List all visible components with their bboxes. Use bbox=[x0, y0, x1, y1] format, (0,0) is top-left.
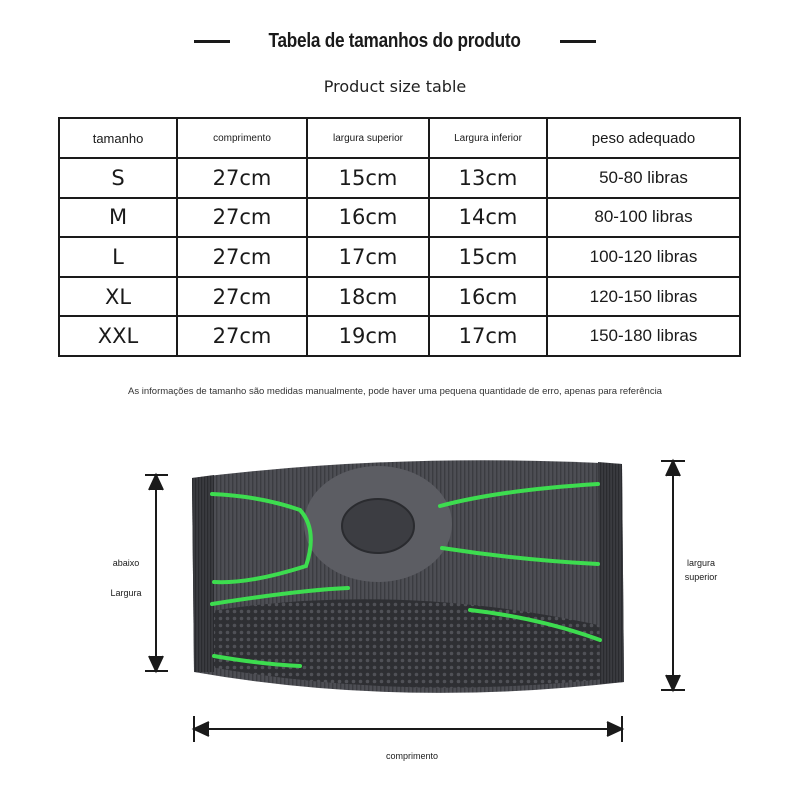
right-label bbox=[676, 556, 726, 584]
column-header: tamanho bbox=[59, 118, 177, 158]
measurement-diagram bbox=[0, 440, 790, 780]
upper-width-cell: 15cm bbox=[307, 158, 429, 198]
weight-cell: 50-80 libras bbox=[547, 158, 740, 198]
weight-cell: 80-100 libras bbox=[547, 198, 740, 238]
column-header: peso adequado bbox=[547, 118, 740, 158]
size-cell: M bbox=[59, 198, 177, 238]
column-header: largura superior bbox=[307, 118, 429, 158]
table-row bbox=[59, 237, 740, 277]
left-label-line1: abaixo bbox=[112, 558, 140, 568]
table-row bbox=[59, 316, 740, 356]
length-cell: 27cm bbox=[177, 198, 307, 238]
size-cell: XXL bbox=[59, 316, 177, 356]
lower-width-cell: 17cm bbox=[429, 316, 547, 356]
title-dash-right bbox=[560, 40, 596, 43]
length-cell: 27cm bbox=[177, 237, 307, 277]
table-header-row bbox=[59, 118, 740, 158]
upper-width-cell: 16cm bbox=[307, 198, 429, 238]
patella-opening bbox=[342, 499, 414, 553]
page-subtitle: Product size table bbox=[323, 77, 467, 96]
lower-width-cell: 14cm bbox=[429, 198, 547, 238]
length-cell: 27cm bbox=[177, 316, 307, 356]
length-arrow bbox=[194, 716, 622, 742]
right-label-line2: superior bbox=[684, 572, 718, 582]
lower-width-cell: 15cm bbox=[429, 237, 547, 277]
lower-width-cell: 13cm bbox=[429, 158, 547, 198]
weight-cell: 150-180 libras bbox=[547, 316, 740, 356]
title-dash-left bbox=[194, 40, 230, 43]
table-row bbox=[59, 277, 740, 317]
size-cell: XL bbox=[59, 277, 177, 317]
upper-width-cell: 19cm bbox=[307, 316, 429, 356]
left-label-line2: Largura bbox=[110, 588, 142, 598]
page-title: Tabela de tamanhos do produto bbox=[268, 30, 522, 52]
weight-cell: 120-150 libras bbox=[547, 277, 740, 317]
sleeve-left-cuff bbox=[192, 475, 214, 672]
size-cell: S bbox=[59, 158, 177, 198]
title-row bbox=[0, 30, 790, 53]
upper-width-cell: 18cm bbox=[307, 277, 429, 317]
length-cell: 27cm bbox=[177, 277, 307, 317]
right-label-line1: largura bbox=[686, 558, 715, 568]
sleeve-right-cuff bbox=[598, 462, 624, 684]
upper-width-cell: 17cm bbox=[307, 237, 429, 277]
size-cell: L bbox=[59, 237, 177, 277]
table-row bbox=[59, 198, 740, 238]
length-cell: 27cm bbox=[177, 158, 307, 198]
column-header: comprimento bbox=[177, 118, 307, 158]
table-row bbox=[59, 158, 740, 198]
bottom-label: comprimento bbox=[385, 751, 439, 761]
column-header: Largura inferior bbox=[429, 118, 547, 158]
knee-sleeve-illustration bbox=[0, 440, 790, 780]
size-table bbox=[58, 117, 741, 357]
disclaimer-note: As informações de tamanho são medidas manualmente, pode haver uma pequena quantidade de erro, apenas para referência bbox=[128, 386, 662, 397]
lower-width-cell: 16cm bbox=[429, 277, 547, 317]
weight-cell: 100-120 libras bbox=[547, 237, 740, 277]
left-label bbox=[96, 556, 156, 600]
